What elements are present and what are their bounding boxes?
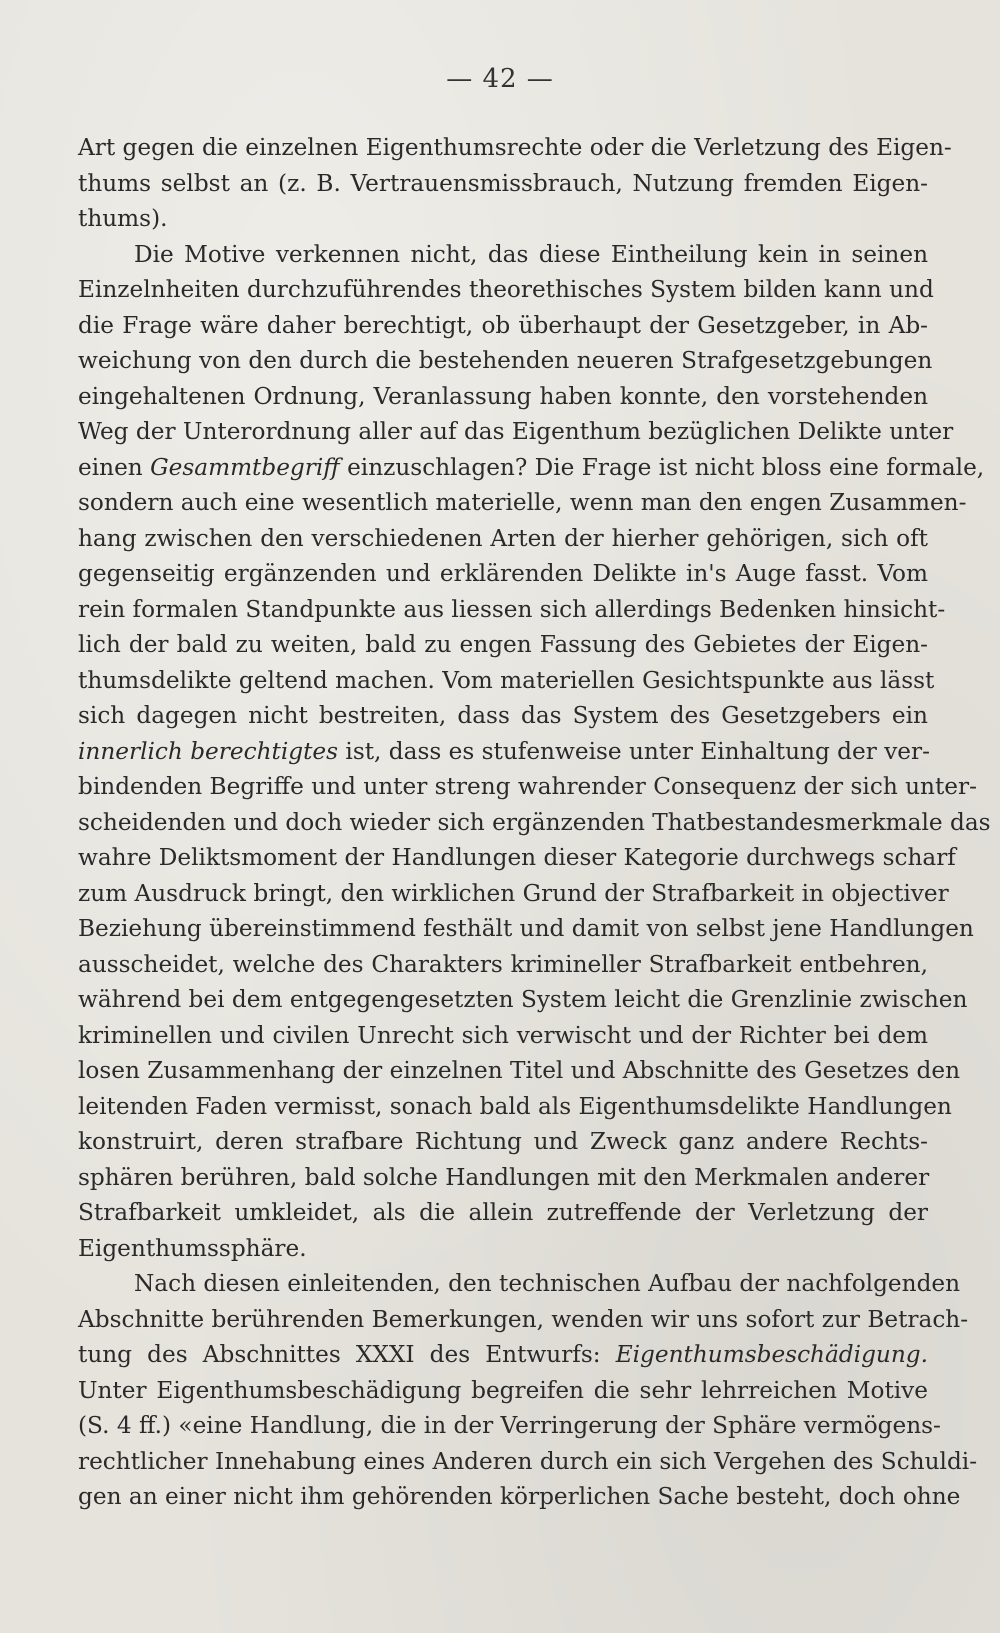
text-line: die Frage wäre daher berechtigt, ob überhaupt der Gesetzgeber, in Ab-: [78, 311, 928, 339]
text-line: sich dagegen nicht bestreiten, dass das System des Gesetzgebers ein: [78, 702, 928, 729]
text-line: eingehaltenen Ordnung, Veranlassung haben konnte, den vorstehenden: [78, 382, 928, 410]
text-line: thums selbst an (z. B. Vertrauensmissbrauch, Nutzung fremden Eigen-: [78, 169, 928, 197]
text-line: gegenseitig ergänzenden und erklärenden Delikte in's Auge fasst. Vom: [78, 560, 928, 587]
text-line: Einzelnheiten durchzuführendes theorethisches System bilden kann und: [78, 276, 934, 303]
text-line: lich der bald zu weiten, bald zu engen Fassung des Gebietes der Eigen-: [78, 631, 928, 658]
text-line: Art gegen die einzelnen Eigenthumsrechte oder die Verletzung des Eigen-: [78, 134, 952, 161]
text-line: konstruirt, deren strafbare Richtung und Zweck ganz andere Rechts-: [78, 1128, 928, 1155]
text-line: Abschnitte berührenden Bemerkungen, wenden wir uns sofort zur Betrach-: [78, 1305, 969, 1333]
text-line-with-emphasis: tung des Abschnittes XXXI des Entwurfs: Eigenthumsbeschädigung.: [78, 1341, 928, 1368]
text-line: zum Ausdruck bringt, den wirklichen Grund der Strafbarkeit in objectiver: [78, 879, 949, 907]
text-line: Beziehung übereinstimmend festhält und damit von selbst jene Handlungen: [78, 915, 974, 942]
emphasis-innerlich-berechtigtes: innerlich berechtigtes: [78, 737, 339, 765]
emphasis-eigenthumsbeschaedigung: Eigenthumsbeschädigung.: [615, 1341, 928, 1368]
text-line: hang zwischen den verschiedenen Arten der hierher gehörigen, sich oft: [78, 524, 928, 552]
text-line: gen an einer nicht ihm gehörenden körperlichen Sache besteht, doch ohne: [78, 1483, 961, 1510]
text-line: losen Zusammenhang der einzelnen Titel und Abschnitte des Gesetzes den: [78, 1057, 961, 1084]
text-line-with-emphasis: einen Gesammtbegriff einzuschlagen? Die Frage ist nicht bloss eine formale,: [78, 453, 985, 481]
text-line: Nach diesen einleitenden, den technischen Aufbau der nachfolgenden: [134, 1270, 961, 1297]
text-line: scheidenden und doch wieder sich ergänzenden Thatbestandesmerkmale das: [78, 808, 991, 836]
emphasis-gesammtbegriff: Gesammtbegriff: [150, 453, 340, 481]
body-text: [78, 130, 991, 1515]
text-line: Eigenthumssphäre.: [78, 1234, 307, 1262]
text-line-with-emphasis: innerlich berechtigtes ist, dass es stufenweise unter Einhaltung der ver-: [78, 737, 930, 765]
page-number: — 42 —: [446, 64, 554, 94]
text-line: rein formalen Standpunkte aus liessen sich allerdings Bedenken hinsicht-: [78, 595, 946, 623]
text-line: sphären berühren, bald solche Handlungen mit den Merkmalen anderer: [78, 1163, 930, 1191]
text-line: Weg der Unterordnung aller auf das Eigenthum bezüglichen Delikte unter: [78, 418, 954, 445]
text-line: thums).: [78, 205, 168, 232]
text-line: Unter Eigenthumsbeschädigung begreifen die sehr lehrreichen Motive: [78, 1376, 928, 1404]
text-line: ausscheidet, welche des Charakters krimineller Strafbarkeit entbehren,: [78, 950, 928, 978]
text-line: wahre Deliktsmoment der Handlungen dieser Kategorie durchwegs scharf: [78, 844, 956, 871]
text-line: rechtlicher Innehabung eines Anderen durch ein sich Vergehen des Schuldi-: [78, 1447, 978, 1475]
text-line: Strafbarkeit umkleidet, als die allein zutreffende der Verletzung der: [78, 1199, 928, 1226]
text-line: bindenden Begriffe und unter streng wahrender Consequenz der sich unter-: [78, 773, 977, 800]
text-line: weichung von den durch die bestehenden neueren Strafgesetzgebungen: [78, 347, 933, 374]
text-line: sondern auch eine wesentlich materielle, wenn man den engen Zusammen-: [78, 489, 967, 516]
text-line: während bei dem entgegengesetzten System leicht die Grenzlinie zwischen: [78, 986, 968, 1013]
text-line: Die Motive verkennen nicht, das diese Eintheilung kein in seinen: [134, 240, 928, 268]
text-line: kriminellen und civilen Unrecht sich verwischt und der Richter bei dem: [78, 1021, 928, 1049]
text-line: leitenden Faden vermisst, sonach bald als Eigenthumsdelikte Handlungen: [78, 1092, 952, 1120]
text-line: thumsdelikte geltend machen. Vom materiellen Gesichtspunkte aus lässt: [78, 666, 935, 694]
text-line: (S. 4 ff.) «eine Handlung, die in der Verringerung der Sphäre vermögens-: [78, 1412, 941, 1439]
